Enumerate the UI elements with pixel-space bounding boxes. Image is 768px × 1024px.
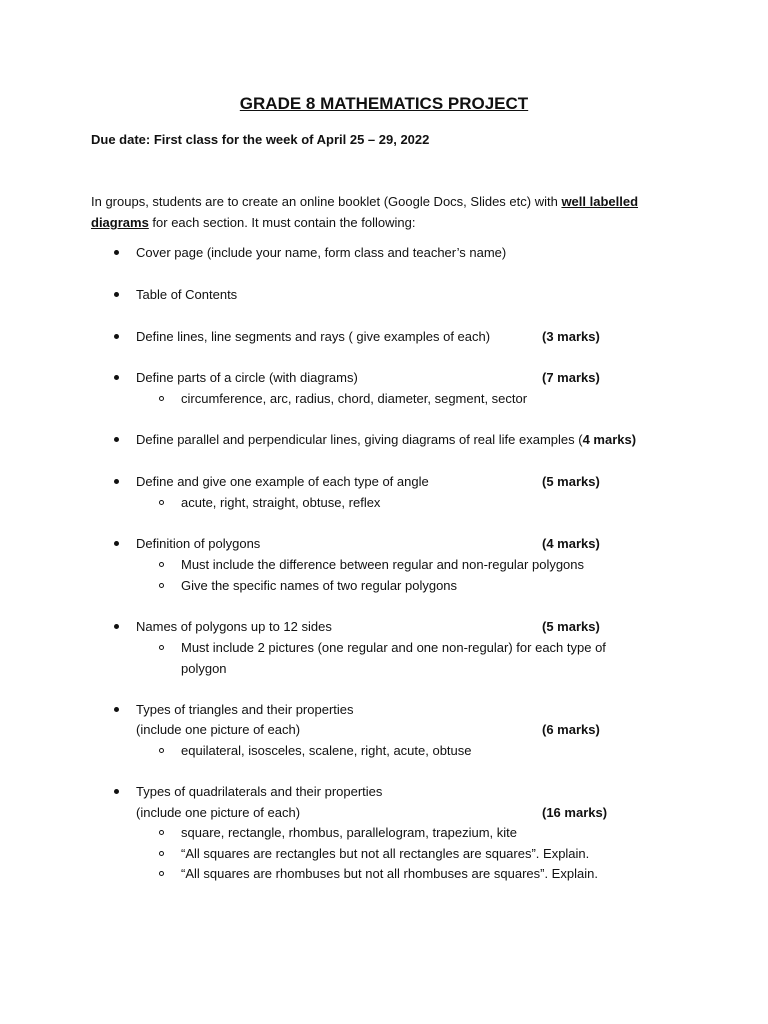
- item-text-2: (include one picture of each): [136, 805, 301, 820]
- item-marks: (5 marks): [542, 619, 600, 634]
- sub-item-text: Must include 2 pictures (one regular and one non-regular) for each type of: [181, 640, 606, 655]
- sub-list-item: [0, 844, 768, 864]
- list-item: [0, 617, 768, 637]
- list-item: [0, 243, 768, 263]
- item-text: Define parallel and perpendicular lines, giving diagrams of real life examples (4 marks): [136, 432, 637, 447]
- sub-item-text: circumference, arc, radius, chord, diameter, segment, sector: [181, 391, 528, 406]
- intro-paragraph: [91, 191, 681, 233]
- bullet-icon: [114, 789, 119, 794]
- item-marks: (4 marks): [542, 536, 600, 551]
- bullet-icon: [114, 624, 119, 629]
- sub-list-item: [0, 864, 768, 884]
- item-text: Types of triangles and their properties: [136, 702, 354, 717]
- item-text: Define parts of a circle (with diagrams): [136, 370, 358, 385]
- intro-emphasis: well labelled diagrams: [91, 194, 639, 230]
- list-item: [0, 285, 768, 305]
- intro-text-1: In groups, students are to create an online booklet (Google Docs, Slides etc) with: [91, 194, 562, 209]
- item-text: Table of Contents: [136, 287, 238, 302]
- sub-list-item: [0, 493, 768, 513]
- list-item: [0, 430, 768, 450]
- circle-bullet-icon: [159, 851, 164, 856]
- list-item: [0, 327, 768, 347]
- list-item-continued: [0, 803, 768, 823]
- sub-list-item: [0, 823, 768, 843]
- item-text: Names of polygons up to 12 sides: [136, 619, 332, 634]
- item-marks: 4 marks): [582, 432, 637, 447]
- sub-item-text: “All squares are rhombuses but not all rhombuses are squares”. Explain.: [181, 866, 598, 881]
- item-text: Definition of polygons: [136, 536, 261, 551]
- bullet-icon: [114, 375, 119, 380]
- circle-bullet-icon: [159, 645, 164, 650]
- item-marks: (16 marks): [542, 805, 608, 820]
- item-text-2: (include one picture of each): [136, 722, 301, 737]
- sub-list-item: [0, 576, 768, 596]
- bullet-icon: [114, 707, 119, 712]
- list-item: [0, 534, 768, 554]
- bullet-icon: [114, 334, 119, 339]
- sub-list-item: [0, 555, 768, 575]
- sub-item-text: Must include the difference between regular and non-regular polygons: [181, 557, 585, 572]
- circle-bullet-icon: [159, 748, 164, 753]
- sub-item-text: acute, right, straight, obtuse, reflex: [181, 495, 381, 510]
- sub-list-item: [0, 389, 768, 409]
- item-text: Define and give one example of each type of angle: [136, 474, 429, 489]
- item-marks: (7 marks): [542, 370, 600, 385]
- sub-item-text: equilateral, isosceles, scalene, right, acute, obtuse: [181, 743, 472, 758]
- list-item: [0, 472, 768, 492]
- bullet-icon: [114, 541, 119, 546]
- due-date: Due date: First class for the week of April 25 – 29, 2022: [91, 132, 430, 147]
- sub-item-text: polygon: [181, 661, 227, 676]
- item-marks: (5 marks): [542, 474, 600, 489]
- bullet-icon: [114, 437, 119, 442]
- bullet-icon: [114, 292, 119, 297]
- item-text: Cover page (include your name, form class and teacher’s name): [136, 245, 507, 260]
- bullet-icon: [114, 250, 119, 255]
- sub-list-item-continued: [0, 659, 768, 679]
- intro-text-2: for each section. It must contain the following:: [148, 215, 416, 230]
- circle-bullet-icon: [159, 562, 164, 567]
- item-text: Define lines, line segments and rays ( give examples of each): [136, 329, 491, 344]
- circle-bullet-icon: [159, 871, 164, 876]
- list-item: [0, 782, 768, 802]
- circle-bullet-icon: [159, 500, 164, 505]
- item-marks: (3 marks): [542, 329, 600, 344]
- sub-item-text: square, rectangle, rhombus, parallelogram, trapezium, kite: [181, 825, 517, 840]
- list-item: [0, 700, 768, 720]
- sub-list-item: [0, 741, 768, 761]
- bullet-icon: [114, 479, 119, 484]
- circle-bullet-icon: [159, 396, 164, 401]
- circle-bullet-icon: [159, 583, 164, 588]
- list-item-continued: [0, 720, 768, 740]
- item-text: Types of quadrilaterals and their properties: [136, 784, 383, 799]
- sub-item-text: Give the specific names of two regular polygons: [181, 578, 458, 593]
- list-item: [0, 368, 768, 388]
- item-marks: (6 marks): [542, 722, 600, 737]
- sub-item-text: “All squares are rectangles but not all rectangles are squares”. Explain.: [181, 846, 590, 861]
- page-title: GRADE 8 MATHEMATICS PROJECT: [239, 94, 529, 113]
- circle-bullet-icon: [159, 830, 164, 835]
- sub-list-item: [0, 638, 768, 658]
